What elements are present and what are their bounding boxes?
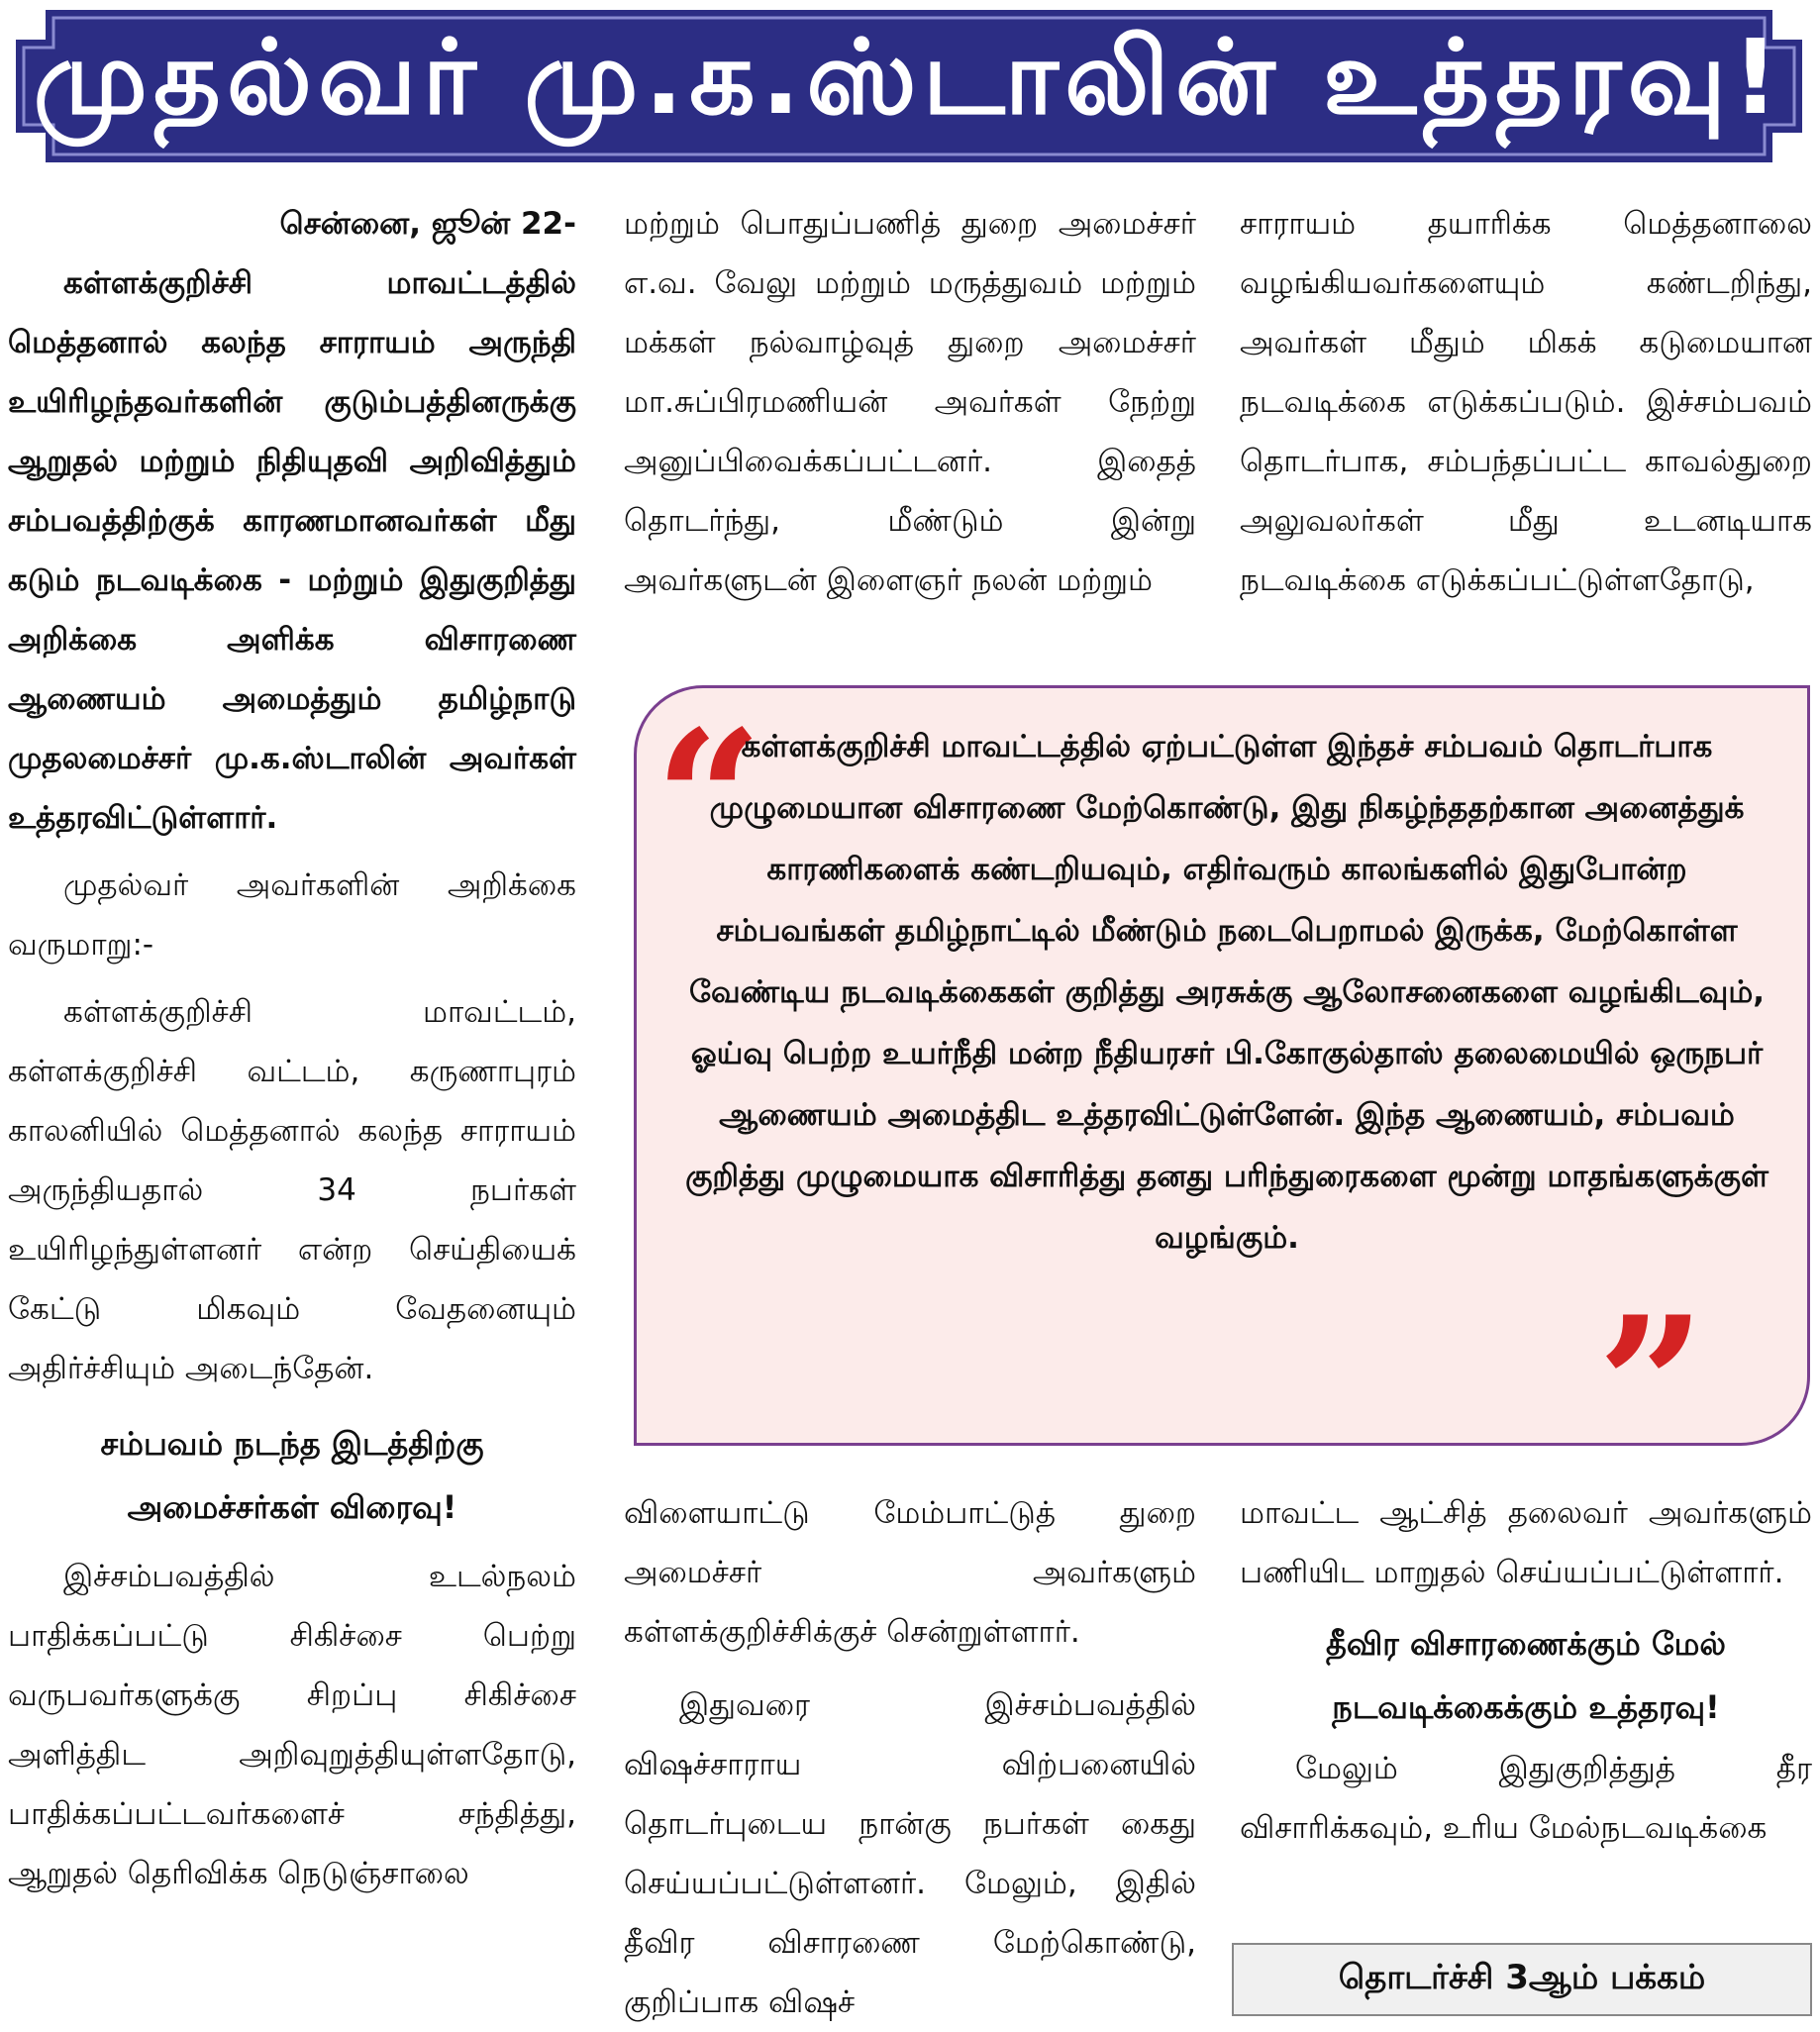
headline-banner xyxy=(6,0,1812,172)
body-paragraph-col3-b2: மேலும் இதுகுறித்துத் தீர விசாரிக்கவும், உரிய மேல்நடவடிக்கை xyxy=(1240,1751,1812,1846)
pull-quote-text: கள்ளக்குறிச்சி மாவட்டத்தில் ஏற்பட்டுள்ள இந்தச் சம்பவம் தொடர்பாக முழுமையான விசாரணை மேற்கொண்டு, இது நிகழ்ந்ததற்கான அனைத்துக் காரணிகளைக் கண்டறியவும், எதிர்வரும் காலங்களில் இதுபோன்ற சம்பவங்கள் தமிழ்நாட்டில் மீண்டும் நடைபெறாமல் இருக்க, மேற்கொள்ள வேண்டிய நடவடிக்கைகள் குறித்து அரசுக்கு ஆலோசனைகளை வழங்கிடவும், ஓய்வு பெற்ற உயர்நீதி மன்ற நீதியரசர் பி.கோகுல்தாஸ் தலைமையில் ஒருநபர் ஆணையம் அமைத்திட உத்தரவிட்டுள்ளேன். இந்த ஆணையம், சம்பவம் குறித்து முழுமையாக விசாரித்து தனது பரிந்துரைகளை மூன்று மாதங்களுக்குள் வழங்கும். xyxy=(685,729,1769,1256)
body-paragraph-col2-b1: விளையாட்டு மேம்பாட்டுத் துறை அமைச்சர் அவர்களும் கள்ளக்குறிச்சிக்குச் சென்றுள்ளார். xyxy=(624,1495,1196,1650)
continued-on-page-box: தொடர்ச்சி 3ஆம் பக்கம் xyxy=(1232,1943,1812,2016)
article-column-3-bottom xyxy=(1240,1483,1812,1858)
dateline: சென்னை, ஜூன் 22- xyxy=(279,206,576,242)
pull-quote-box xyxy=(634,685,1810,1496)
article-column-2-top xyxy=(624,194,1196,610)
article-column-3-top xyxy=(1240,194,1812,610)
statement-intro: முதல்வர் அவர்களின் அறிக்கை வருமாறு:- xyxy=(8,867,576,963)
body-paragraph-col2-top: மற்றும் பொதுப்பணித் துறை அமைச்சர் எ.வ. வேலு மற்றும் மருத்துவம் மற்றும் மக்கள் நல்வாழ்வுத் துறை அமைச்சர் மா.சுப்பிரமணியன் அவர்கள் நேற்று அனுப்பிவைக்கப்பட்டனர். இதைத் தொடர்ந்து, மீண்டும் இன்று அவர்களுடன் இளைஞர் நலன் மற்றும் xyxy=(624,206,1196,598)
article-column-1 xyxy=(8,194,576,1903)
body-paragraph-col3-b1: மாவட்ட ஆட்சித் தலைவர் அவர்களும் பணியிட மாறுதல் செய்யப்பட்டுள்ளார். xyxy=(1240,1495,1812,1590)
body-paragraph-col3-top: சாராயம் தயாரிக்க மெத்தனாலை வழங்கியவர்களையும் கண்டறிந்து, அவர்கள் மீதும் மிகக் கடுமையான நடவடிக்கை எடுக்கப்படும். இச்சம்பவம் தொடர்பாக, சம்பந்தப்பட்ட காவல்துறை அலுவலர்கள் மீது உடனடியாக நடவடிக்கை எடுக்கப்பட்டுள்ளதோடு, xyxy=(1240,206,1812,598)
open-quote-icon: “ xyxy=(655,689,763,910)
close-quote-icon: ” xyxy=(1597,1275,1706,1496)
body-paragraph-1: கள்ளக்குறிச்சி மாவட்டம், கள்ளக்குறிச்சி வட்டம், கருணாபுரம் காலனியில் மெத்தனால் கலந்த சாராயம் அருந்தியதால் 34 நபர்கள் உயிரிழந்துள்ளனர் என்ற செய்தியைக் கேட்டு மிகவும் வேதனையும் அதிர்ச்சியும் அடைந்தேன். xyxy=(8,994,576,1386)
subheading-investigation: தீவிர விசாரணைக்கும் மேல் நடவடிக்கைக்கும் உத்தரவு! xyxy=(1326,1625,1726,1726)
article-column-2-bottom xyxy=(624,1483,1196,2032)
lead-paragraph: கள்ளக்குறிச்சி மாவட்டத்தில் மெத்தனால் கலந்த சாராயம் அருந்தி உயிரிழந்தவர்களின் குடும்பத்தினருக்கு ஆறுதல் மற்றும் நிதியுதவி அறிவித்தும் சம்பவத்திற்குக் காரணமானவர்கள் மீது கடும் நடவடிக்கை - மற்றும் இதுகுறித்து அறிக்கை அளிக்க விசாரணை ஆணையம் அமைத்தும் தமிழ்நாடு முதலமைச்சர் மு.க.ஸ்டாலின் அவர்கள் உத்தரவிட்டுள்ளார். xyxy=(8,265,576,836)
body-paragraph-col2-b2: இதுவரை இச்சம்பவத்தில் விஷச்சாராய விற்பனையில் தொடர்புடைய நான்கு நபர்கள் கைது செய்யப்பட்டுள்ளனர். மேலும், இதில் தீவிர விசாரணை மேற்கொண்டு, குறிப்பாக விஷச் xyxy=(624,1687,1196,2020)
subheading-ministers: சம்பவம் நடந்த இடத்திற்கு அமைச்சர்கள் விரைவு! xyxy=(100,1425,484,1526)
headline-title: முதல்வர் மு.க.ஸ்டாலின் உத்தரவு! xyxy=(33,17,1785,138)
body-paragraph-2: இச்சம்பவத்தில் உடல்நலம் பாதிக்கப்பட்டு சிகிச்சை பெற்று வருபவர்களுக்கு சிறப்பு சிகிச்சை அளித்திட அறிவுறுத்தியுள்ளதோடு, பாதிக்கப்பட்டவர்களைச் சந்தித்து, ஆறுதல் தெரிவிக்க நெடுஞ்சாலை xyxy=(8,1559,576,1891)
